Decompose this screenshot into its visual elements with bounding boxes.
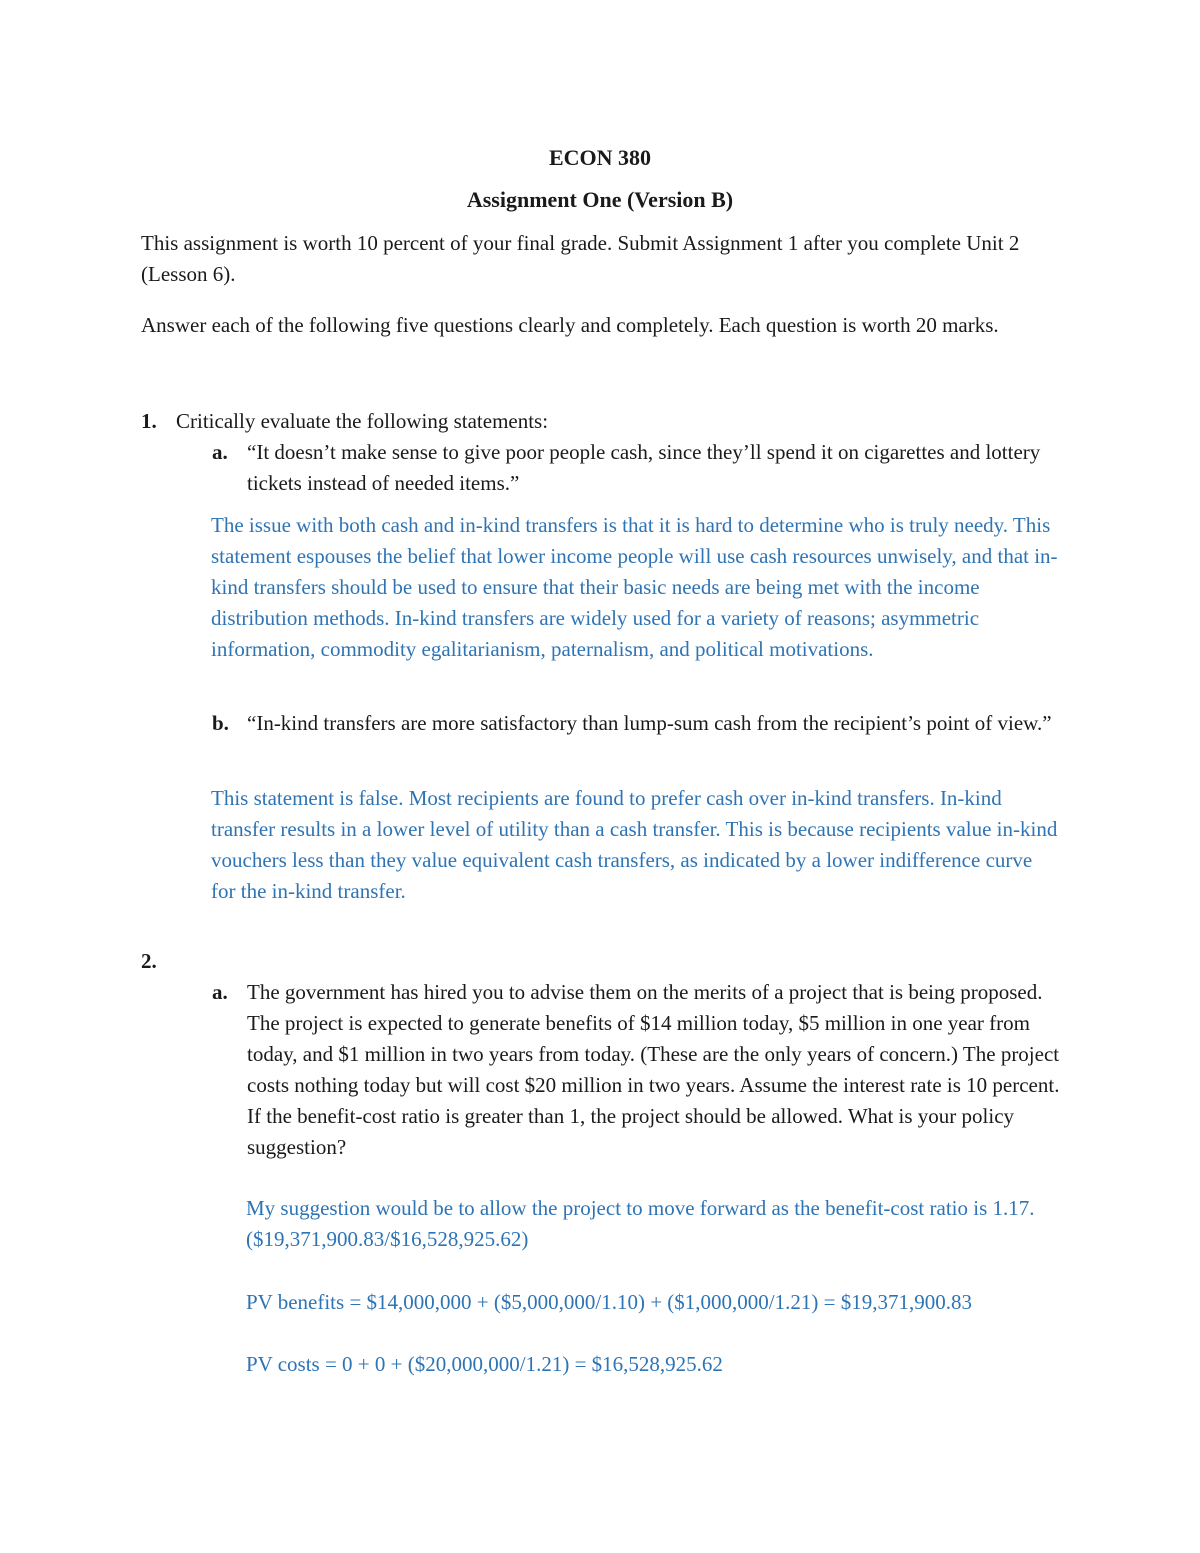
question-1-number: 1.: [141, 409, 157, 433]
question-2a-pv-benefits: PV benefits = $14,000,000 + ($5,000,000/1.10) + ($1,000,000/1.21) = $19,371,900.83: [246, 1290, 972, 1314]
question-1a-letter: a.: [212, 440, 228, 464]
question-1b-letter: b.: [212, 711, 229, 735]
question-1b-statement: “In-kind transfers are more satisfactory than lump-sum cash from the recipient’s point of view.”: [247, 711, 1052, 735]
question-2a-answer: My suggestion would be to allow the project to move forward as the benefit-cost ratio is 1.17. ($19,371,900.83/$16,528,925.62): [246, 1196, 1035, 1251]
question-1-prompt: Critically evaluate the following statements:: [176, 409, 549, 433]
question-1a-statement: “It doesn’t make sense to give poor people cash, since they’ll spend it on cigarettes and lottery tickets instead of needed items.”: [247, 440, 1041, 495]
course-code: ECON 380: [548, 145, 652, 170]
intro-paragraph-2: Answer each of the following five questions clearly and completely. Each question is worth 20 marks.: [141, 313, 999, 337]
question-1b-answer: This statement is false. Most recipients are found to prefer cash over in-kind transfers. In-kind transfer results in a lower level of utility than a cash transfer. This is because recipients value in-kind vouchers less than they value equivalent cash transfers, as indicated by a lower indifference curve for the in-kind transfer.: [211, 786, 1058, 903]
question-2a-letter: a.: [212, 980, 228, 1004]
question-2a-statement: The government has hired you to advise them on the merits of a project that is being proposed. The project is expected to generate benefits of $14 million today, $5 million in one year from today, and $1 million in two years from today. (These are the only years of concern.) The project costs nothing today but will cost $20 million in two years. Assume the interest rate is 10 percent. If the benefit-cost ratio is greater than 1, the project should be allowed. What is your policy suggestion?: [247, 980, 1060, 1159]
intro-paragraph-1: This assignment is worth 10 percent of your final grade. Submit Assignment 1 after you complete Unit 2 (Lesson 6).: [141, 231, 1020, 286]
assignment-title: Assignment One (Version B): [466, 187, 734, 212]
question-1a-answer: The issue with both cash and in-kind transfers is that it is hard to determine who is truly needy. This statement espouses the belief that lower income people will use cash resources unwisely, and that in-kind transfers should be used to ensure that their basic needs are being met with the income distribution methods. In-kind transfers are widely used for a variety of reasons; asymmetric information, commodity egalitarianism, paternalism, and political motivations.: [211, 513, 1058, 661]
question-2a-pv-costs: PV costs = 0 + 0 + ($20,000,000/1.21) = $16,528,925.62: [246, 1352, 723, 1376]
question-2-number: 2.: [141, 949, 157, 973]
